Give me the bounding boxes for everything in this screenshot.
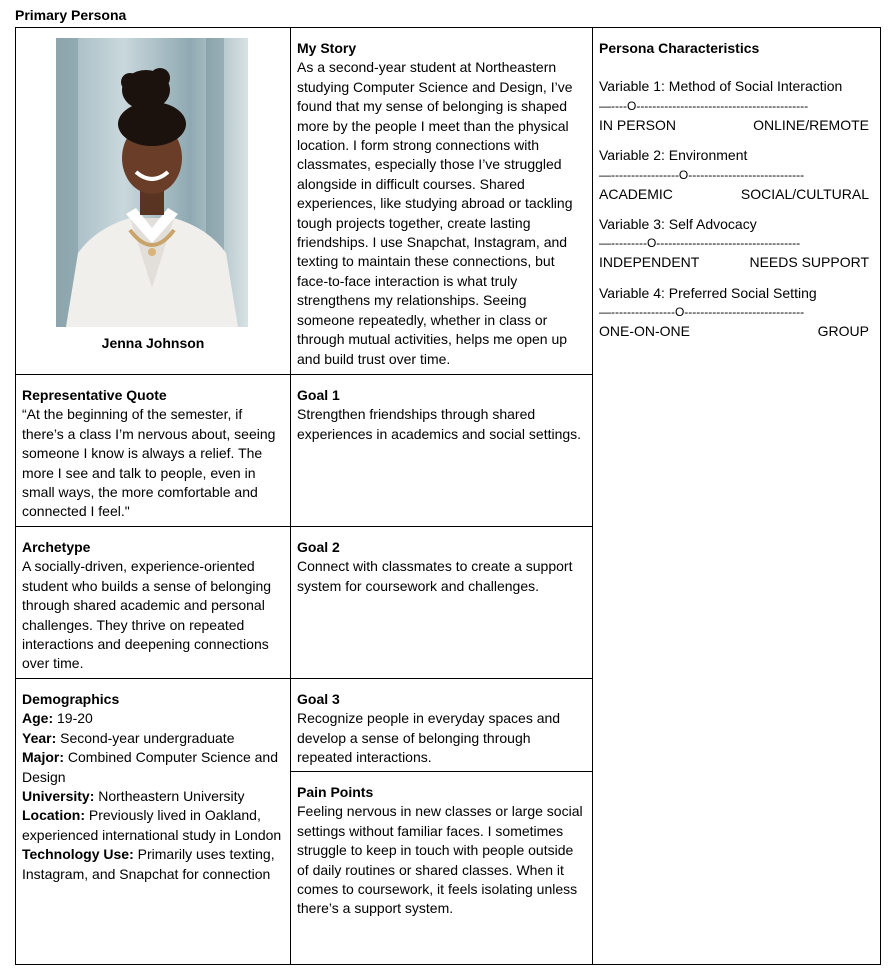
- demographics-row: [22, 729, 284, 748]
- variable-scale-ends: [599, 253, 869, 272]
- demographics-label: University:: [22, 788, 95, 805]
- variable-title: Variable 2: Environment: [599, 147, 748, 164]
- characteristics-cell: [593, 28, 882, 964]
- quote-text: “At the beginning of the semester, if there’s a class I’m nervous about, seeing someone I know is always a relief. The more I see and talk to people, even in small ways, the more comfortable and connected I feel.": [22, 406, 276, 520]
- persona-photo: [56, 38, 248, 327]
- my-story-text: As a second-year student at Northeastern studying Computer Science and Design, I’ve found that my sense of belonging is shaped more by the people I meet than the physical location. I form strong connections with classmates, especially those I’ve struggled alongside in difficult courses. Shared experiences, like studying abroad or tackling tough projects together, create lasting friendships. I use Snapchat, Instagram, and texting to maintain these connections, but face-to-face interaction is what truly strengthens my relationships. Seeing someone repeatedly, whether in class or through mutual activities, helps me open up and build trust over time.: [297, 59, 573, 367]
- goal-2-heading: Goal 2: [297, 539, 340, 555]
- my-story-cell: [291, 28, 592, 374]
- variable-left-label: ACADEMIC: [599, 185, 673, 202]
- demographics-label: Location:: [22, 807, 85, 824]
- demographics-list: [22, 709, 284, 884]
- goal-1-text: Strengthen friendships through shared experiences in academics and social settings.: [297, 406, 582, 442]
- demographics-cell: [16, 679, 290, 964]
- demographics-label: Age:: [22, 710, 54, 727]
- quote-heading: Representative Quote: [22, 387, 167, 403]
- archetype-heading: Archetype: [22, 539, 91, 555]
- demographics-label: Technology Use:: [22, 846, 134, 863]
- variable-scale: —----O-------------------------------------------: [599, 98, 809, 113]
- variables-list: [599, 77, 876, 341]
- persona-table: [15, 27, 881, 965]
- photo-cell: [16, 28, 290, 374]
- goal-1-cell: [291, 375, 592, 526]
- demographics-value: Previously lived in Oakland, experienced international study in London: [22, 807, 282, 843]
- variable-scale: —---------O------------------------------------: [599, 236, 801, 251]
- demographics-row: [22, 709, 284, 728]
- goal-1-heading: Goal 1: [297, 387, 340, 403]
- persona-name: Jenna Johnson: [101, 335, 205, 351]
- pain-points-cell: [291, 772, 592, 964]
- demographics-value: Primarily uses texting, Instagram, and Snapchat for connection: [22, 846, 275, 882]
- variable-right-label: NEEDS SUPPORT: [749, 254, 869, 271]
- variable-right-label: SOCIAL/CULTURAL: [740, 185, 869, 202]
- characteristics-heading: Persona Characteristics: [599, 40, 760, 56]
- goal-2-text: Connect with classmates to create a support system for coursework and challenges.: [297, 558, 573, 594]
- page-title: Primary Persona: [15, 7, 127, 23]
- variable-1: [599, 77, 876, 135]
- archetype-text: A socially-driven, experience-oriented student who builds a sense of belonging through shared academic and personal challenges. They thrive on repeated interactions and deepening connections over time.: [22, 558, 272, 672]
- variable-right-label: ONLINE/REMOTE: [753, 116, 869, 133]
- archetype-cell: [16, 527, 290, 678]
- demographics-row: [22, 845, 284, 884]
- goal-3-heading: Goal 3: [297, 691, 340, 707]
- variable-scale-ends: [599, 185, 869, 204]
- demographics-heading: Demographics: [22, 691, 120, 707]
- variable-scale: —----------------O------------------------------: [599, 305, 805, 320]
- variable-scale-ends: [599, 116, 869, 135]
- demographics-label: Year:: [22, 729, 57, 746]
- variable-title: Variable 4: Preferred Social Setting: [599, 284, 817, 301]
- demographics-label: Major:: [22, 749, 64, 766]
- variable-4: [599, 284, 876, 342]
- demographics-row: [22, 748, 284, 787]
- demographics-value: Second-year undergraduate: [56, 729, 235, 746]
- variable-left-label: ONE-ON-ONE: [599, 323, 690, 340]
- pain-points-heading: Pain Points: [297, 784, 374, 800]
- goal-3-cell: [291, 679, 592, 771]
- goal-2-cell: [291, 527, 592, 678]
- variable-3: [599, 215, 876, 273]
- variable-title: Variable 3: Self Advocacy: [599, 216, 757, 233]
- variable-title: Variable 1: Method of Social Interaction: [599, 78, 843, 95]
- demographics-value: Combined Computer Science and Design: [22, 749, 279, 785]
- demographics-value: 19-20: [53, 710, 93, 727]
- variable-right-label: GROUP: [817, 323, 869, 340]
- quote-cell: [16, 375, 290, 526]
- demographics-value: Northeastern University: [94, 788, 245, 805]
- demographics-row: [22, 806, 284, 845]
- variable-scale: —-----------------O-----------------------------: [599, 167, 805, 182]
- demographics-row: [22, 787, 284, 806]
- goal-3-text: Recognize people in everyday spaces and develop a sense of belonging through repeated interactions.: [297, 710, 561, 766]
- variable-left-label: INDEPENDENT: [599, 254, 700, 271]
- pain-points-text: Feeling nervous in new classes or large social settings without familiar faces. I sometimes struggle to keep in touch with people outside of daily routines or shared classes. When it comes to coursework, it feels isolating unless there’s a support system.: [297, 803, 583, 917]
- variable-2: [599, 146, 876, 204]
- variable-left-label: IN PERSON: [599, 116, 677, 133]
- my-story-heading: My Story: [297, 40, 357, 56]
- variable-scale-ends: [599, 322, 869, 341]
